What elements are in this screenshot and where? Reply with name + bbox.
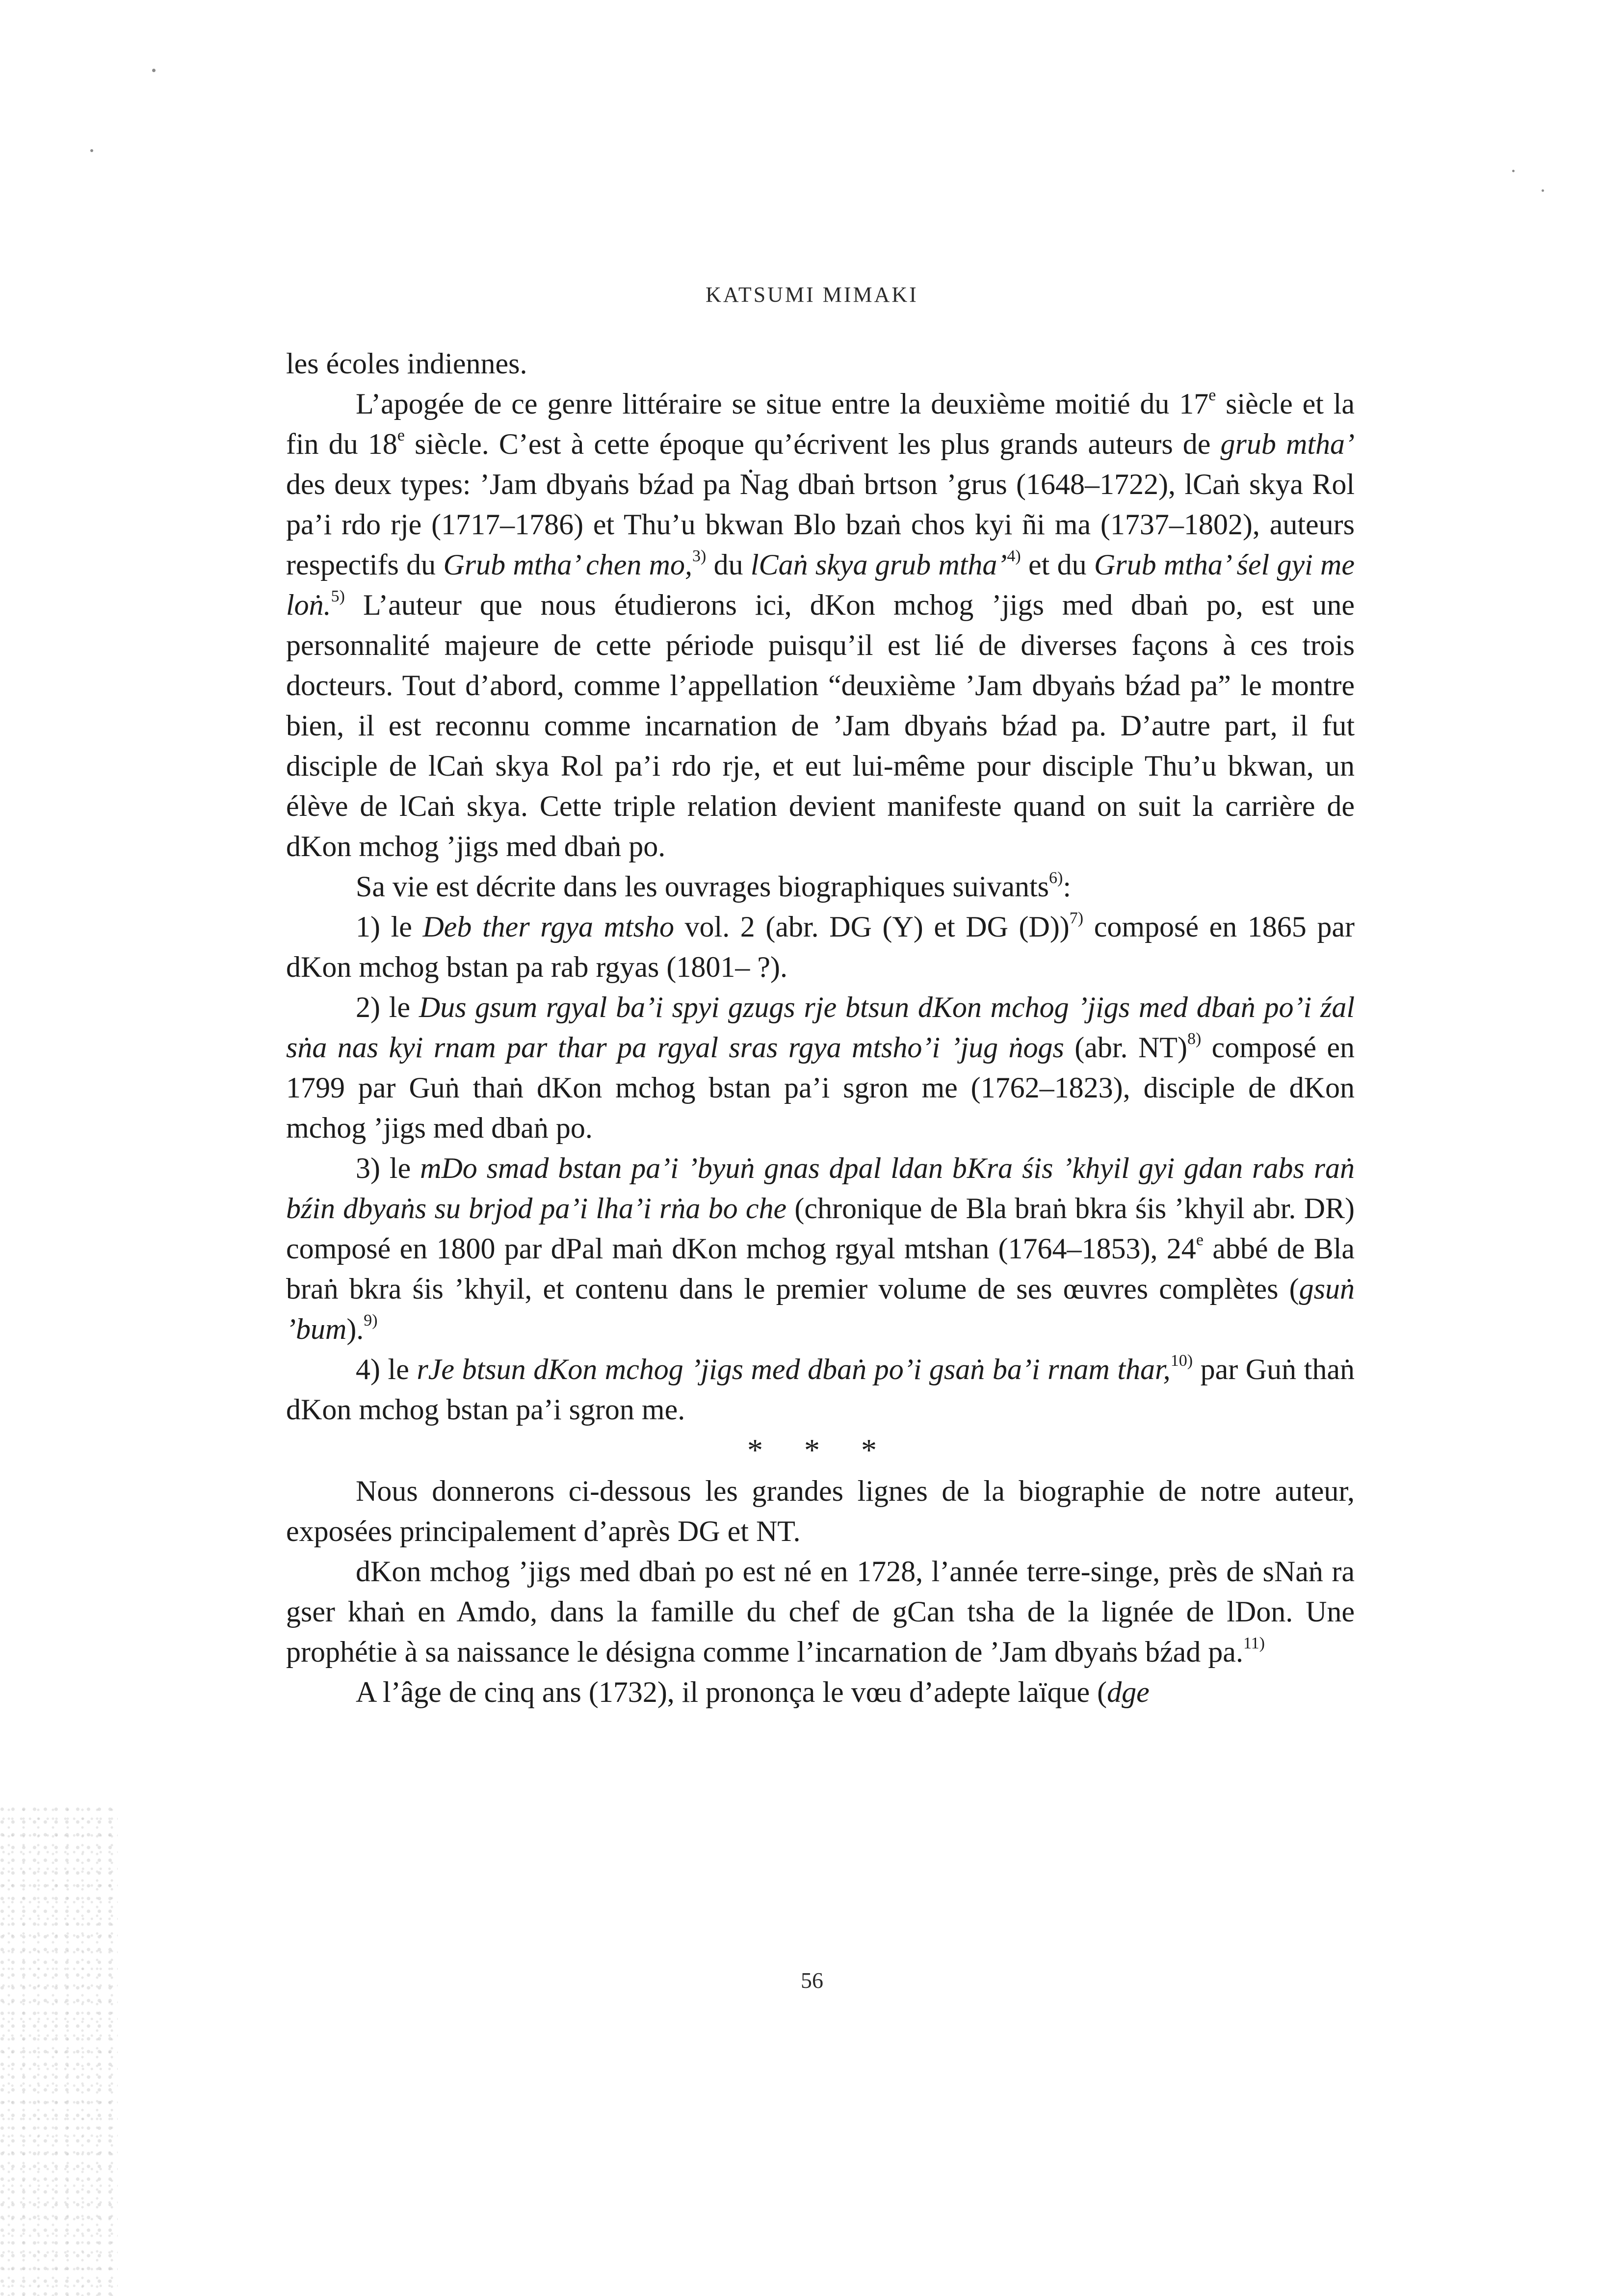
paragraph-biographies-intro (286, 866, 1355, 907)
text-span: du (706, 548, 751, 581)
italic-term: dge (1107, 1676, 1150, 1708)
text-span: siècle et la fin du 18 (286, 388, 1355, 460)
superscript: e (397, 426, 405, 444)
text-span: (abr. NT) (1064, 1031, 1187, 1064)
section-separator: * * * (747, 1433, 893, 1467)
text-span: L’auteur que nous étudierons ici, dKon mchog ’jigs med dbaṅ po, est une personnalité majeure de cette période puisqu’il est lié de diverses façons à ces trois docteurs. Tout d’abord, comme l’appellation “deuxième ’Jam dbyaṅs bźad pa” le montre bien, il est reconnu comme incarnation de ’Jam dbyaṅs bźad pa. D’autre part, il fut disciple de lCaṅ skya Rol pa’i rdo rje, et eut lui-même pour disciple Thu’u bkwan, un élève de lCaṅ skya. Cette triple relation devient manifeste quand on suit la carrière de dKon mchog ’jigs med dbaṅ po. (286, 589, 1355, 862)
item-number: 3) (356, 1152, 380, 1184)
text-span: par Guṅ thaṅ dKon mchog bstan pa’i sgron me. (286, 1353, 1355, 1426)
paragraph-summary-intro (286, 1471, 1355, 1551)
italic-title: rJe btsun dKon mchog ’jigs med dbaṅ po’i gsaṅ ba’i rnam thar, (417, 1353, 1171, 1385)
italic-title: lCaṅ skya grub mtha’ (750, 548, 1007, 581)
list-item-3 (286, 1148, 1355, 1349)
text-span: le (380, 1152, 420, 1184)
running-head: KATSUMI MIMAKI (706, 283, 918, 307)
superscript: e (1196, 1231, 1204, 1249)
text-span: abbé de Bla braṅ bkra śis ’khyil, et contenu dans le premier volume de ses œuvres complètes ( (286, 1232, 1355, 1305)
text-span: (chronique de Bla braṅ bkra śis ’khyil abr. DR) composé en 1800 par dPal maṅ dKon mchog rgyal mtshan (1764–1853), 24 (286, 1192, 1355, 1265)
text-span: des deux types: ’Jam dbyaṅs bźad pa Ṅag dbaṅ brtson ’grus (1648–1722), lCaṅ skya Rol pa’i rdo rje (1717–1786) et Thu’u bkwan Blo bzaṅ chos kyi ñi ma (1737–1802), auteurs respectifs du (286, 468, 1355, 581)
page-number: 56 (801, 1968, 823, 1993)
footnote-ref-10: 10) (1170, 1352, 1193, 1370)
scan-speck (90, 149, 93, 152)
text-span: composé en 1865 par dKon mchog bstan pa rab rgyas (1801– ?). (286, 911, 1355, 983)
text-span: vol. 2 (abr. DG (Y) et DG (D)) (674, 911, 1070, 943)
text-span: le (380, 1353, 417, 1385)
text-span: ). (346, 1313, 364, 1345)
text-span: et du (1021, 548, 1094, 581)
italic-title: grub mtha’ (1220, 428, 1355, 460)
list-item-4 (286, 1349, 1355, 1430)
italic-title: Grub mtha’ śel gyi me loṅ. (286, 548, 1355, 621)
text-span: L’apogée de ce genre littéraire se situe entre la deuxième moitié du 17 (356, 388, 1209, 420)
item-number: 1) (356, 911, 380, 943)
paragraph-vow (286, 1672, 1355, 1712)
footnote-ref-8: 8) (1187, 1030, 1202, 1048)
italic-title: Dus gsum rgyal ba’i spyi gzugs rje btsun dKon mchog ’jigs med dbaṅ po’i źal sṅa nas kyi rnam par thar pa rgyal sras rgya mtsho’i ’jug ṅogs (286, 991, 1355, 1064)
italic-title: gsuṅ ’bum (286, 1273, 1355, 1345)
paragraph-birth (286, 1551, 1355, 1672)
scan-speck (1542, 189, 1544, 192)
text-span: : (1063, 870, 1071, 903)
text-span: le (380, 991, 419, 1023)
text-span: dKon mchog ’jigs med dbaṅ po est né en 1728, l’année terre-singe, près de sNaṅ ra gser khaṅ en Amdo, dans la famille du chef de gCan tsha de la lignée de lDon. Une prophétie à sa naissance le désigna comme l’incarnation de ’Jam dbyaṅs bźad pa. (286, 1555, 1355, 1668)
text-span: les écoles indiennes. (286, 347, 527, 380)
text-span: Sa vie est décrite dans les ouvrages biographiques suivants (356, 870, 1049, 903)
italic-title: Deb ther rgya mtsho (422, 911, 674, 943)
italic-title: Grub mtha’ chen mo, (443, 548, 692, 581)
scan-noise (0, 1805, 118, 2296)
scan-speck (152, 69, 156, 72)
text-span: composé en 1799 par Guṅ thaṅ dKon mchog bstan pa’i sgron me (1762–1823), disciple de dKon mchog ’jigs med dbaṅ po. (286, 1031, 1355, 1144)
text-span: le (380, 911, 423, 943)
footnote-ref-4: 4) (1007, 547, 1021, 565)
paragraph-apogee (286, 384, 1355, 866)
text-span: siècle. C’est à cette époque qu’écrivent les plus grands auteurs de (405, 428, 1221, 460)
scan-speck (1512, 170, 1515, 172)
text-span: A l’âge de cinq ans (1732), il prononça le vœu d’adepte laïque ( (356, 1676, 1107, 1708)
footnote-ref-3: 3) (692, 547, 707, 565)
footnote-ref-7: 7) (1069, 909, 1084, 927)
body-text (286, 343, 1355, 1712)
text-span: Nous donnerons ci-dessous les grandes lignes de la biographie de notre auteur, exposées principalement d’après DG et NT. (286, 1475, 1355, 1547)
paragraph-opening-fragment (286, 343, 1355, 384)
list-item-1 (286, 907, 1355, 987)
list-item-2 (286, 987, 1355, 1148)
item-number: 4) (356, 1353, 380, 1385)
footnote-ref-9: 9) (364, 1311, 378, 1330)
italic-title: mDo smad bstan pa’i ’byuṅ gnas dpal ldan bKra śis ’khyil gyi gdan rabs raṅ bźin dbyaṅs su brjod pa’i lha’i rṅa bo che (286, 1152, 1355, 1225)
footnote-ref-5: 5) (331, 587, 345, 605)
item-number: 2) (356, 991, 380, 1023)
superscript: e (1208, 386, 1216, 404)
footnote-ref-11: 11) (1243, 1634, 1265, 1652)
footnote-ref-6: 6) (1049, 869, 1063, 887)
